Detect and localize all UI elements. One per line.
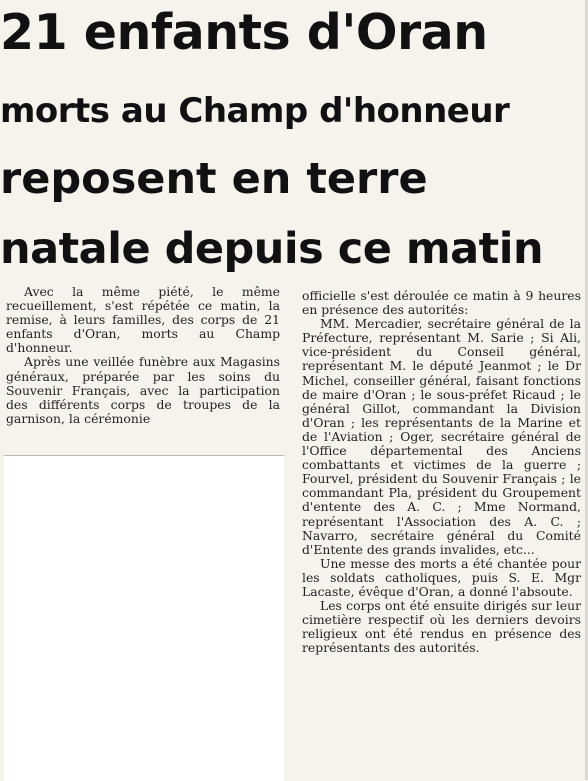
article-paragraph: Avec la même piété, le même recueillement, s'est répétée ce matin, la remise, à leurs familles, des corps de 21 enfants d'Oran, morts au Champ d'honneur. xyxy=(6,284,280,356)
article-column-right xyxy=(302,289,581,655)
blank-area xyxy=(4,455,284,781)
article-paragraph: Une messe des morts a été chantée pour les soldats catholiques, puis S. E. Mgr Lacaste, évêque d'Oran, a donné l'absoute. xyxy=(302,555,581,599)
article-paragraph: officielle s'est déroulée ce matin à 9 heures en présence des autorités: xyxy=(302,288,581,318)
headline-line-4: natale depuis ce matin xyxy=(0,224,544,274)
article-paragraph: Les corps ont été ensuite dirigés sur leur cimetière respectif où les derniers devoirs religieux ont été rendus en présence des représentants des autorités. xyxy=(302,598,581,656)
article-paragraph: MM. Mercadier, secrétaire général de la Préfecture, représentant M. Sarie ; Si Ali, vice-président du Conseil général, représentant M. le député Jeanmot ; le Dr Michel, conseiller général, faisant fonctions de maire d'Oran ; le sous-préfet Ricaud ; le général Gillot, commandant la Division d'Oran ; les représentants de la Marine et de l'Aviation ; Oger, secrétaire général de l'Office départemental des Anciens combattants et victimes de la guerre ; Fourvel, président du Souvenir Français ; le commandant Pla, président du Groupement d'entente des A. C. ; Mme Normand, représentant l'Association des A. C. ; Navarro, secrétaire général du Comité d'Entente des grands invalides, etc... xyxy=(302,316,581,557)
article-column-left xyxy=(6,285,280,426)
headline-line-3: reposent en terre xyxy=(0,154,428,204)
article-paragraph: Après une veillée funèbre aux Magasins généraux, préparée par les soins du Souvenir Français, avec la participation des différents corps de troupes de la garnison, la cérémonie xyxy=(6,354,280,426)
headline-line-1: 21 enfants d'Oran xyxy=(0,4,488,61)
headline-line-2: morts au Champ d'honneur xyxy=(0,91,510,131)
